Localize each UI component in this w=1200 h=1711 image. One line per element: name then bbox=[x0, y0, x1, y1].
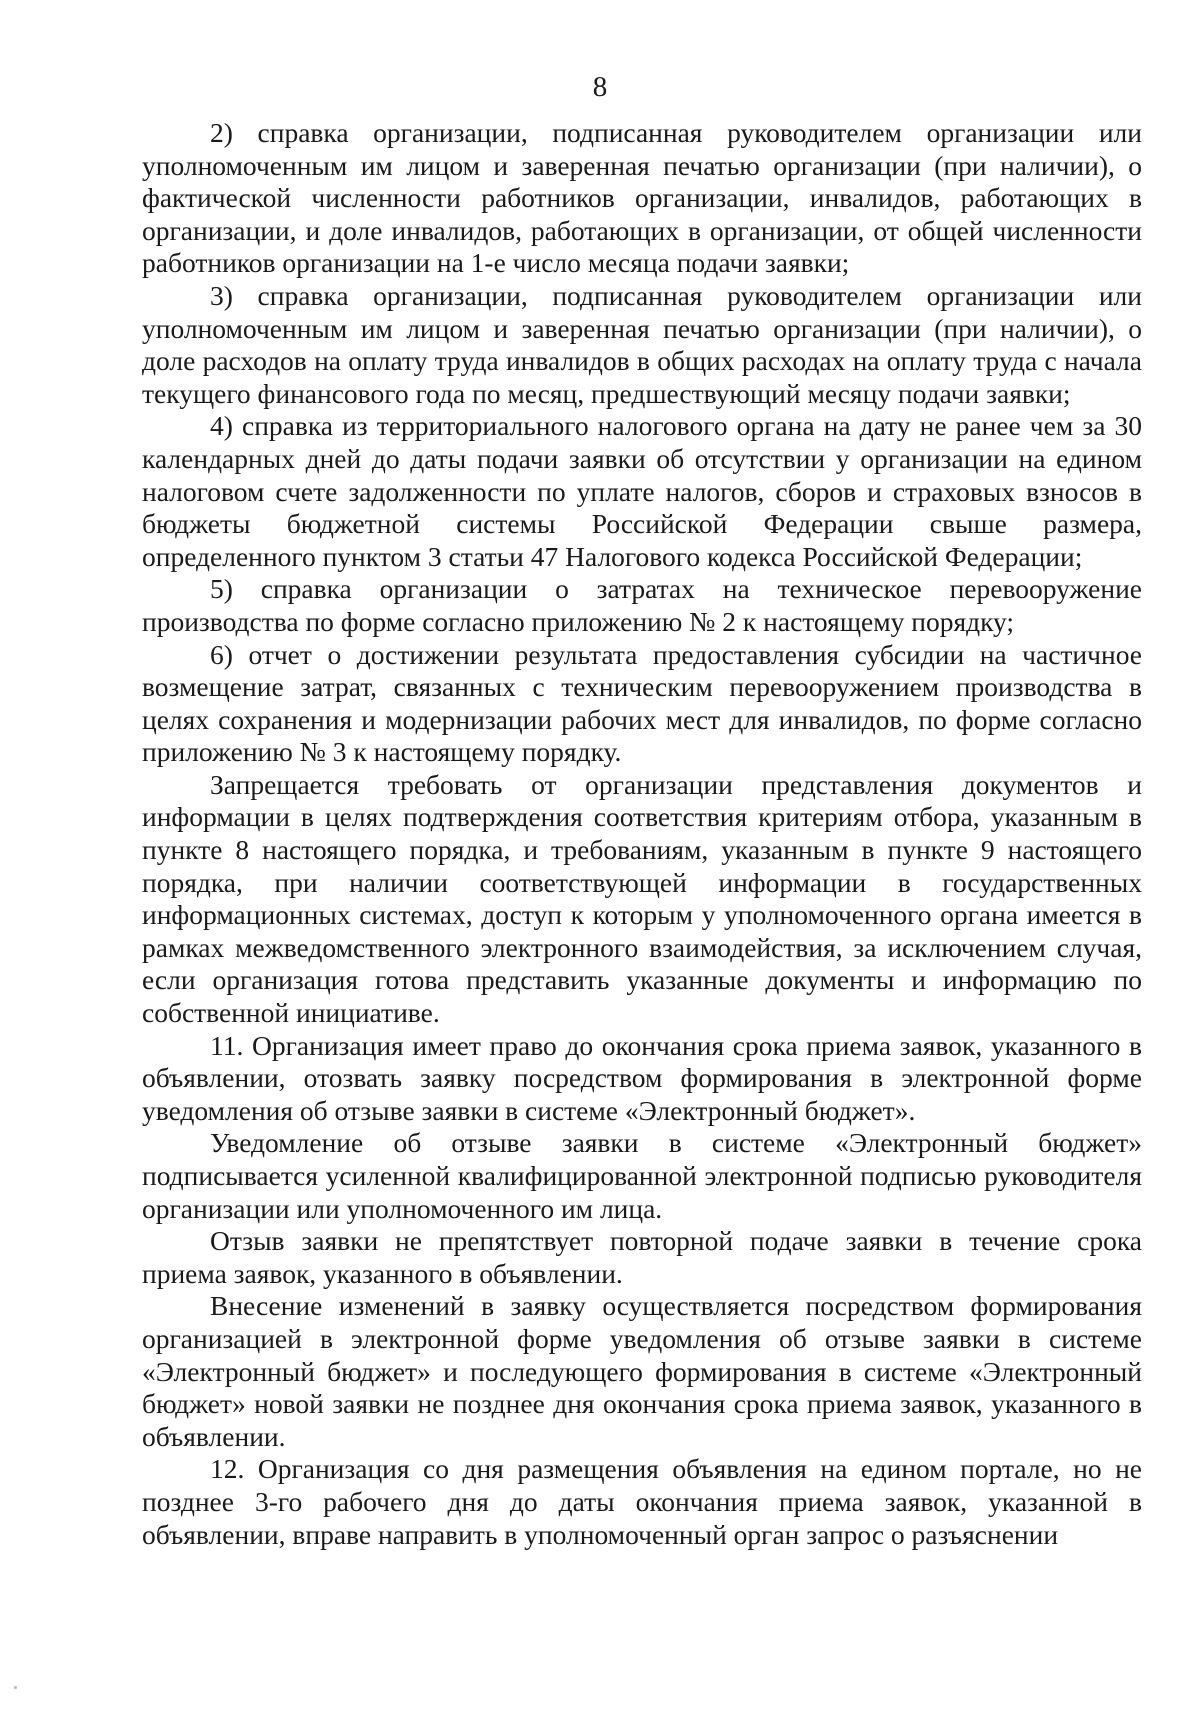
paragraph-item-3: 3) справка организации, подписанная руководителем организации или уполномоченным им лицом и заверенная печатью организации (при наличии), о доле расходов на оплату труда инвалидов в общих расходах на оплату труда с начала текущего финансового года по месяц, предшествующий месяцу подачи заявки; bbox=[142, 279, 1142, 409]
paragraph-clause-12: 12. Организация со дня размещения объявления на едином портале, но не позднее 3-го рабочего дня до даты окончания приема заявок, указанной в объявлении, вправе направить в уполномоченный орган запрос о разъяснении bbox=[142, 1453, 1142, 1550]
paragraph-prohibition: Запрещается требовать от организации представления документов и информации в целях подтверждения соответствия критериям отбора, указанным в пункте 8 настоящего порядка, и требованиям, указанным в пункте 9 настоящего порядка, при наличии соответствующей информации в государственных информационных системах, доступ к которым у уполномоченного органа имеется в рамках межведомственного электронного взаимодействия, за исключением случая, если организация готова представить указанные документы и информацию по собственной инициативе. bbox=[142, 768, 1142, 1029]
paragraph-item-2: 2) справка организации, подписанная руководителем организации или уполномоченным им лицом и заверенная печатью организации (при наличии), о фактической численности работников организации, инвалидов, работающих в организации, и доле инвалидов, работающих в организации, от общей численности работников организации на 1-е число месяца подачи заявки; bbox=[142, 117, 1142, 279]
paragraph-item-4: 4) справка из территориального налогового органа на дату не ранее чем за 30 календарных дней до даты подачи заявки об отсутствии у организации на едином налоговом счете задолженности по уплате налогов, сборов и страховых взносов в бюджеты бюджетной системы Российской Федерации свыше размера, определенного пунктом 3 статьи 47 Налогового кодекса Российской Федерации; bbox=[142, 410, 1142, 572]
paragraph-resubmission: Отзыв заявки не препятствует повторной подаче заявки в течение срока приема заявок, указанного в объявлении. bbox=[142, 1225, 1142, 1289]
paragraph-withdrawal-notice: Уведомление об отзыве заявки в системе «Электронный бюджет» подписывается усиленной квалифицированной электронной подписью руководителя организации или уполномоченного им лица. bbox=[142, 1127, 1142, 1224]
paragraph-clause-11: 11. Организация имеет право до окончания срока приема заявок, указанного в объявлении, отозвать заявку посредством формирования в электронной форме уведомления об отзыве заявки в системе «Электронный бюджет». bbox=[142, 1029, 1142, 1126]
paragraph-item-5: 5) справка организации о затратах на техническое перевооружение производства по форме согласно приложению № 2 к настоящему порядку; bbox=[142, 573, 1142, 637]
paragraph-item-6: 6) отчет о достижении результата предоставления субсидии на частичное возмещение затрат, связанных с техническим перевооружением производства в целях сохранения и модернизации рабочих мест для инвалидов, по форме согласно приложению № 3 к настоящему порядку. bbox=[142, 638, 1142, 768]
document-body bbox=[142, 117, 1142, 1551]
scan-artifact bbox=[14, 1686, 17, 1689]
page-number: 8 bbox=[592, 71, 608, 103]
paragraph-amendments: Внесение изменений в заявку осуществляется посредством формирования организацией в электронной форме уведомления об отзыве заявки в системе «Электронный бюджет» и последующего формирования в системе «Электронный бюджет» новой заявки не позднее дня окончания срока приема заявок, указанного в объявлении. bbox=[142, 1290, 1142, 1452]
